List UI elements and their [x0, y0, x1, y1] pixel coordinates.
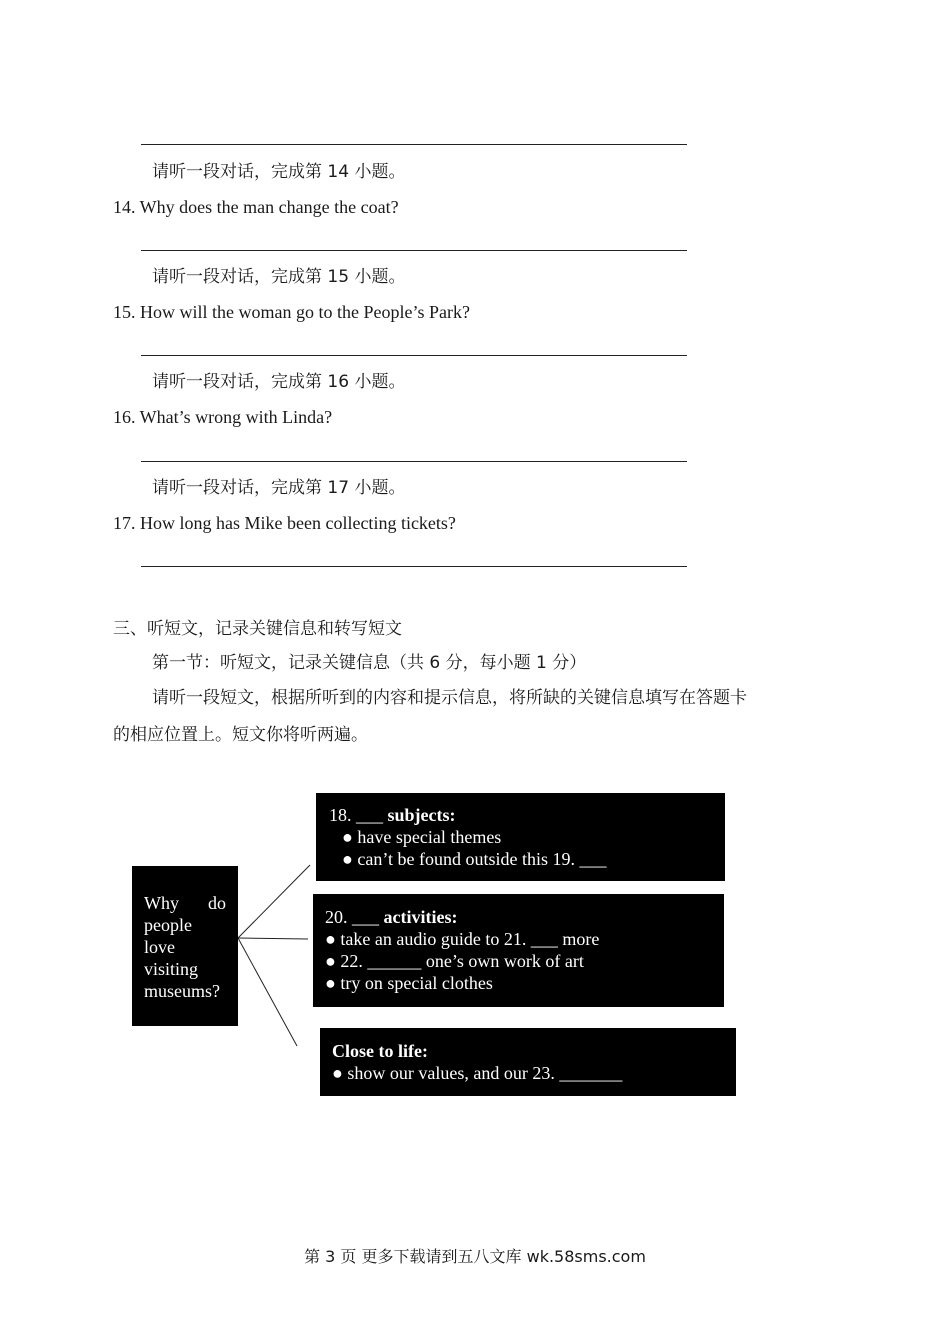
box2-bullet-1: ● take an audio guide to 21. ___ more: [325, 929, 600, 949]
center-line-3: love: [144, 937, 175, 957]
mindmap-box-activities: [313, 894, 724, 1007]
mindmap-box-close-to-life: [320, 1028, 736, 1096]
box2-bullet-2: ● 22. ______ one’s own work of art: [325, 951, 584, 971]
box3-title: Close to life:: [332, 1041, 428, 1061]
connector-middle: [238, 938, 308, 939]
box1-bullet-1: ● have special themes: [342, 827, 502, 847]
question-17: 17. How long has Mike been collecting tickets?: [113, 513, 456, 533]
box1-bullet-2: ● can’t be found outside this 19. ___: [342, 849, 607, 869]
instruction-17: 请听一段对话，完成第 17 小题。: [152, 478, 406, 498]
instruction-14: 请听一段对话，完成第 14 小题。: [152, 162, 406, 182]
instruction-line-2: 的相应位置上。短文你将听两遍。: [113, 725, 368, 745]
question-15: 15. How will the woman go to the People’s Park?: [113, 302, 470, 322]
connector-bottom: [238, 938, 297, 1046]
box3-bullet-1: ● show our values, and our 23. _______: [332, 1063, 623, 1083]
instruction-15: 请听一段对话，完成第 15 小题。: [152, 267, 406, 287]
box2-title: activities:: [383, 907, 458, 927]
question-16: 16. What’s wrong with Linda?: [113, 407, 333, 427]
box2-bullet-3: ● try on special clothes: [325, 973, 493, 993]
instruction-line-1: 请听一段短文，根据所听到的内容和提示信息，将所缺的关键信息填写在答题卡: [152, 688, 747, 708]
box1-title: subjects:: [387, 805, 456, 825]
connector-top: [238, 865, 310, 938]
part1-heading: 第一节：听短文，记录关键信息（共 6 分，每小题 1 分）: [152, 653, 587, 673]
blank-18: 18. ___: [329, 805, 388, 825]
center-line-5: museums?: [144, 981, 220, 1001]
center-line-2: people: [144, 915, 192, 935]
mindmap-center: [132, 866, 238, 1026]
question-14: 14. Why does the man change the coat?: [113, 197, 399, 217]
section-heading: 三、听短文，记录关键信息和转写短文: [113, 619, 402, 639]
center-line-1: Why do: [144, 893, 226, 913]
page-footer: 第 3 页 更多下载请到五八文库 wk.58sms.com: [304, 1247, 646, 1266]
blank-20: 20. ___: [325, 907, 384, 927]
mindmap-box-subjects: [316, 793, 725, 881]
center-line-4: visiting: [144, 959, 199, 979]
instruction-16: 请听一段对话，完成第 16 小题。: [152, 372, 406, 392]
